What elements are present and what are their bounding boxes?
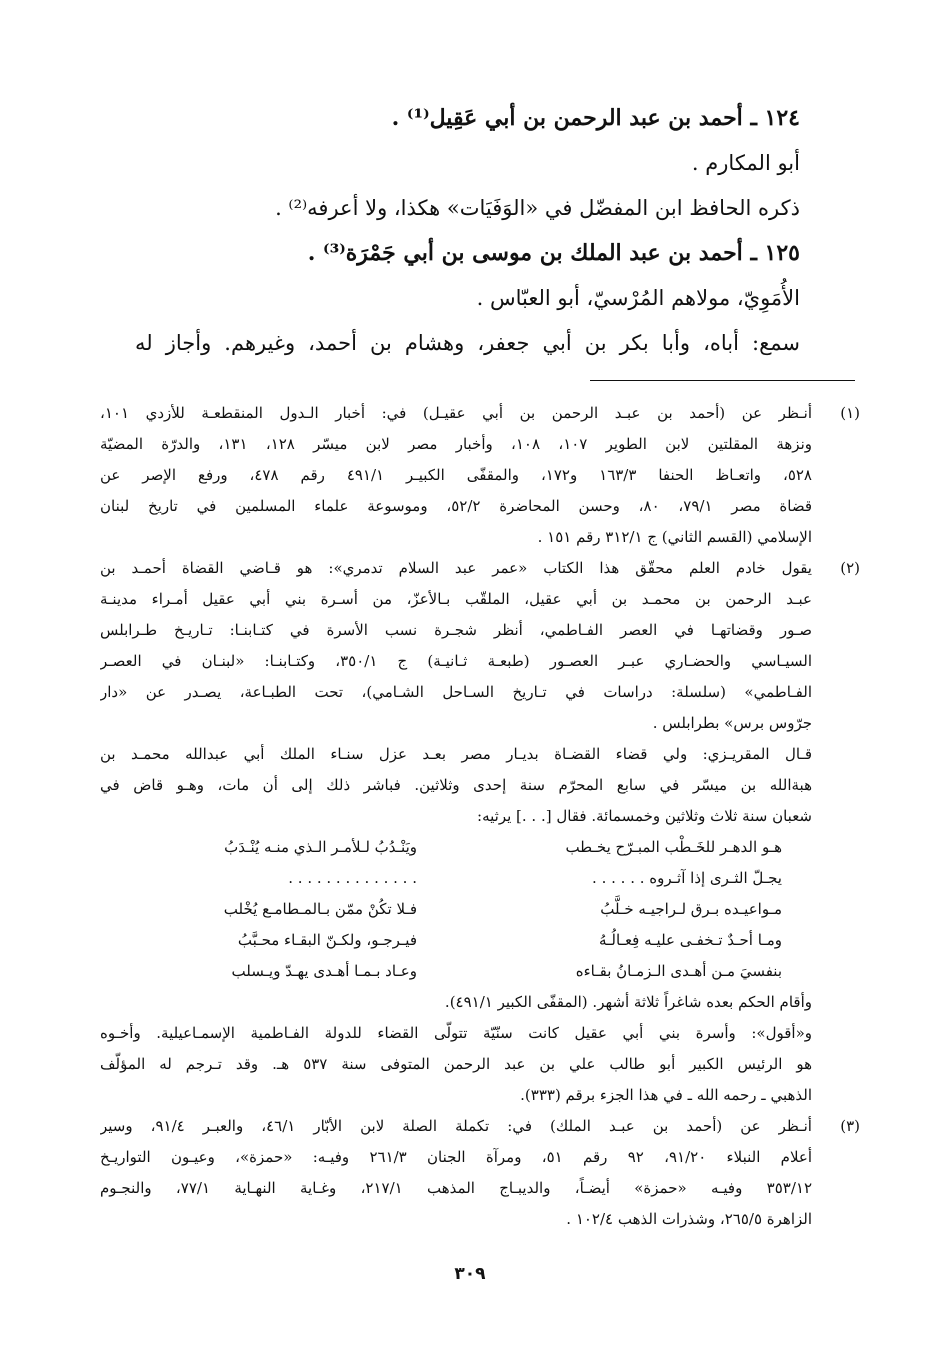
verse-row xyxy=(132,832,812,863)
quote-line: قـال المقريـزي: ولي قضاء القضـاة بديـار مصر بعـد عزل سنـاء الملك أبي عبدالله محمـد بن xyxy=(100,745,812,763)
footnote-3 xyxy=(100,1111,860,1235)
footnote-number: (١) xyxy=(840,404,860,422)
entry-124-title: ١٢٤ ـ أحمد بن عبد الرحمن بن أبي عَقِيل⁽¹⁾ . xyxy=(391,105,800,131)
footnote-line: الإسلامي (القسم الثاني) ج ٣١٢/١ رقم ١٥١ . xyxy=(537,528,812,546)
main-text xyxy=(135,96,800,366)
verse-second-hemistich: . . . . . . . . . . . . . . xyxy=(288,869,417,887)
footnote-line: وأقام الحكم بعده شاغراً ثلاثة أشهر. (المقفّى الكبير ٤٩١/١). xyxy=(444,993,812,1011)
footnote-line: الذهبي ـ رحمه الله ـ في هذا الجزء برقم (٣٣٣). xyxy=(520,1086,812,1104)
footnote-line: هو الرئيس الكبير أبو طالب علي بن عبد الرحمن المتوفى سنة ٥٣٧ هـ. وقد تـرجم له المؤلّف xyxy=(100,1055,812,1073)
entry-124-kunya: أبو المكارم . xyxy=(691,151,800,175)
verse-second-hemistich: فيـرجـو، ولكـنّ البقـاء محـبَّبُ xyxy=(237,931,417,949)
footnote-line: أنـظر عن (أحمد بن عبـد الرحمن بن أبي عقيـل) في: أخبار الـدول المنقطعـة للأزدي ١٠١، xyxy=(100,404,812,422)
quote-line: شعبان سنة ثلاث وثلاثين وخمسمائة. فقال [. . .] يرثيه: xyxy=(477,807,812,825)
verse-first-hemistich: ومـا أحـدٌ تـخفـى عليـه فِعـالُـهُ xyxy=(598,931,782,949)
footnote-number: (٢) xyxy=(840,559,860,577)
footnote-line: و«أقول»: وأسرة بني أبي عقيل كانت سنّيّة تتولّى القضاء للدولة الفـاطمية الإسمـاعيلية. وأخـوه xyxy=(100,1024,812,1042)
verse-first-hemistich: يجـلّ الثـرى إذا آثـروه . . . . . . xyxy=(592,869,782,887)
footnote-line: صـور وقضاتهـا في العصر الفـاطمي، أنظر شجـرة نسب الأسرة في كتـابنـا: تـاريـخ طـرابلس xyxy=(100,621,812,639)
footnote-line: أنـظر عن (أحمد بن عبـد الملك) في: تكملة الصلة لابن الأبّار ٤٦/١، والعبـر ٩١/٤، وسير xyxy=(100,1117,812,1135)
quote-line: هبةالله بن ميسّر في سابع المحرّم سنة إحدى وثلاثين. فباشر ذلك إلى أن مات، وهـو قاض في xyxy=(100,776,812,794)
footnote-line: ٥٢٨، واتعـاظ الحنفا ١٦٣/٣ و١٧٢، والمقفّى الكبيـر ٤٩١/١ رقم ٤٧٨، ورفع الإصر عن xyxy=(100,466,812,484)
footnote-line: جرّوس برس» بطرابلس . xyxy=(652,714,812,732)
footnote-line: الفـاطمي» (سلسلة: دراسات في تـاريخ السـاحل الشـامي)، تحت الطبـاعة، يصـدر عن «دار xyxy=(100,683,812,701)
page-number: ٣٠٩ xyxy=(454,1264,486,1284)
verse-first-hemistich: هـو الدهـر للخَـطْب المبـرّح يخـطب xyxy=(565,838,782,856)
verse-first-hemistich: بنفسيَ مـن أهـدى الـزمـانُ بقـاءه xyxy=(575,962,782,980)
entry-124-note: ذكره الحافظ ابن المفضّل في «الوَفَيَات» هكذا، ولا أعرفه⁽²⁾ . xyxy=(275,196,800,220)
verse-row xyxy=(132,925,812,956)
verse-second-hemistich: فـلا تكُنْ ممّن بـالمـطامـع يُخْلب xyxy=(223,900,417,918)
verse-row xyxy=(132,863,812,894)
verse-second-hemistich: وعـاد بـمـا أهـدى يهـدّ ويـسلب xyxy=(231,962,417,980)
footnotes xyxy=(100,398,860,1235)
entry-125-title: ١٢٥ ـ أحمد بن عبد الملك بن موسى بن أبي جَمْرَة⁽³⁾ . xyxy=(307,240,800,266)
verse-row xyxy=(132,956,812,987)
entry-125-nisba: الأُمَوِيّ، مولاهم المُرْسيّ، أبو العبّاس . xyxy=(476,286,800,310)
footnote-line: السيـاسي والحضـاري عبـر العصـور (طبعـة ثـانيـة) ج ٣٥٠/١، وكتـابنـا: «لبنـان في العصـر xyxy=(100,652,812,670)
footnote-2 xyxy=(100,553,860,1111)
entry-125-body: سمع: أباه، وأبا بكر بن أبي جعفر، وهشام بن أحمد، وغيرهم. وأجاز له xyxy=(135,331,800,355)
footnote-line: ونزهة المقلتين لابن الطوير ١٠٧، ١٠٨، وأخبار مصر لابن ميسّر ١٢٨، ١٣١، والدرّة المضيّة xyxy=(100,435,812,453)
footnote-line: قضاة مصر ٧٩/١، ٨٠، وحسن المحاضرة ٥٢/٢، وموسوعة علماء المسلمين في تاريخ لبنان xyxy=(100,497,812,515)
verse-row xyxy=(132,894,812,925)
footnote-line: يقول خادم العلم محقّق هذا الكتاب «عمر عبد السلام تدمري»: هو قـاضي القضاة أحمـد بن xyxy=(100,559,812,577)
footnote-1 xyxy=(100,398,860,553)
footnote-number: (٣) xyxy=(840,1117,860,1135)
verse-first-hemistich: مـواعيـده بـرق لـراجيـه خـلَّبُ xyxy=(600,900,782,918)
elegy-verses xyxy=(132,832,812,987)
verse-second-hemistich: ويَنْـدُبُ لـلأمـر الـذي منـه يُنْـدَبُ xyxy=(224,838,417,856)
footnote-divider xyxy=(590,380,855,381)
footnote-line: عبـد الرحمن بن محمـد بن أبي عقيل، الملقّب بـالأعزّ، من أسـرة بني أبي عقيل أمـراء مدينـة xyxy=(100,590,812,608)
footnote-line: أعلام النبلاء ٩١/٢٠، ٩٢ رقم ٥١، ومرآة الجنان ٢٦١/٣ وفيـه: «حمزة»، وعيـون التواريـخ xyxy=(100,1148,812,1166)
footnote-line: الزاهرة ٢٦٥/٥، وشذرات الذهب ١٠٢/٤ . xyxy=(566,1210,812,1228)
footnote-line: ٣٥٣/١٢ وفيـه «حمزة» أيضـاً، والديبـاج المذهب ٢١٧/١، وغـاية النهـاية ٧٧/١، والنجـوم xyxy=(100,1179,812,1197)
